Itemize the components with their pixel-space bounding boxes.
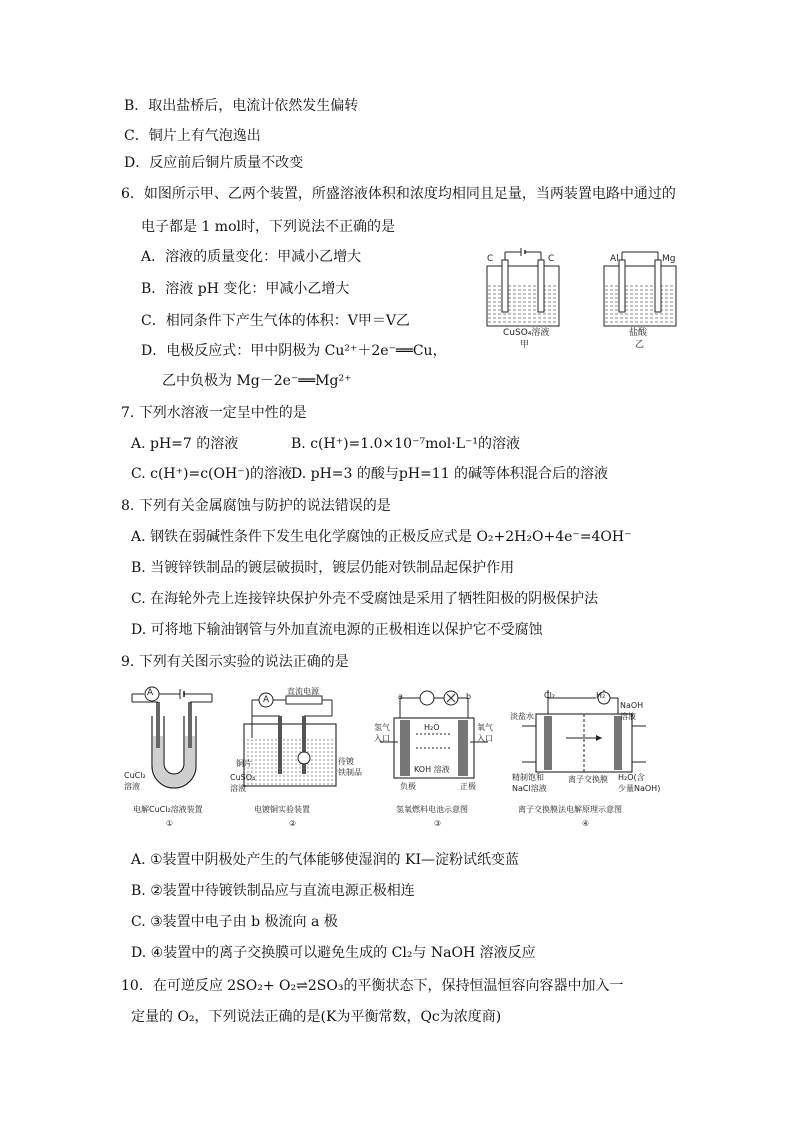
q9-option-c: C. ③装置中电子由 b 极流向 a 极 — [131, 914, 338, 930]
q9-fig3-a: a — [398, 692, 403, 701]
q9-fig3-o2-inlet: 氧气 入口 — [477, 723, 493, 743]
q10-stem-line1: 10．在可逆反应 2SO₂+ O₂⇌2SO₃的平衡状态下，保持恒温恒容向容器中加入一 — [121, 978, 624, 994]
q6-option-d-line1: D．电极反应式：甲中阴极为 Cu²⁺＋2e⁻══Cu， — [141, 343, 447, 359]
q9-fig2-power: 直流电源 — [287, 687, 319, 696]
q9-option-d: D. ④装置中的离子交换膜可以避免生成的 Cl₂与 NaOH 溶液反应 — [131, 945, 536, 961]
q9-fig4-number: ④ — [582, 819, 590, 828]
q9-fig4-naoh: NaOH 溶液 — [620, 701, 644, 721]
q8-option-d: D. 可将地下输油钢管与外加直流电源的正极相连以保护它不受腐蚀 — [131, 622, 543, 638]
q9-fig2-caption: 电镀铜实验装置 — [254, 805, 310, 814]
q9-fig4-membrane: 离子交换膜 — [568, 775, 608, 784]
q9-fig1-meter: A — [147, 688, 154, 698]
q8-option-a: A. 钢铁在弱碱性条件下发生电化学腐蚀的正极反应式是 O₂+2H₂O+4e⁻=4OH⁻ — [131, 529, 632, 545]
q7-option-d: D. pH=3 的酸与pH=11 的碱等体积混合后的溶液 — [291, 466, 609, 482]
q9-fig3-b: b — [466, 692, 472, 701]
q6-option-b: B．溶液 pH 变化：甲减小乙增大 — [141, 281, 350, 297]
q7-option-b: B. c(H⁺)=1.0×10⁻⁷mol·L⁻¹的溶液 — [291, 436, 521, 452]
q9-fig2-iron-item: 待镀 铁制品 — [338, 757, 362, 777]
q9-stem: 9. 下列有关图示实验的说法正确的是 — [121, 654, 349, 670]
q5-option-b: B．取出盐桥后，电流计依然发生偏转 — [124, 98, 359, 114]
q9-fig4-caption: 离子交换膜法电解原理示意图 — [518, 805, 622, 814]
q9-fig4-water-in: H₂O(含 少量NaOH) — [618, 773, 661, 793]
q9-fig3-positive: 正极 — [460, 782, 476, 791]
q9-fig3-number: ③ — [434, 819, 442, 828]
q6-yi-solution: 盐酸 — [629, 328, 648, 338]
q6-jia-left-electrode: C — [487, 254, 494, 264]
q6-yi-right-electrode: Mg — [662, 254, 676, 264]
q6-yi-name: 乙 — [635, 340, 645, 350]
q9-fig1-solution: CuCl₂ 溶液 — [124, 771, 146, 791]
q9-fig1-number: ① — [166, 819, 174, 828]
q6-jia-solution: CuSO₄溶液 — [503, 328, 550, 338]
q6-option-d-line2: 乙中负极为 Mg－2e⁻══Mg²⁺ — [162, 373, 352, 389]
q7-option-c: C. c(H⁺)=c(OH⁻)的溶液 — [131, 466, 293, 482]
q9-fig4-dilute-brine: 淡盐水 — [510, 712, 534, 721]
q9-option-a: A. ①装置中阴极处产生的气体能够使湿润的 KI—淀粉试纸变蓝 — [131, 852, 519, 868]
q10-stem-line2: 定量的 O₂，下列说法正确的是(K为平衡常数，Qc为浓度商) — [131, 1009, 502, 1025]
q6-yi-left-electrode: Al — [610, 254, 619, 264]
q9-fig3-caption: 氢氧燃料电池示意图 — [396, 805, 468, 814]
q5-option-c: C．铜片上有气泡逸出 — [124, 128, 261, 144]
q9-fig2-number: ② — [289, 819, 297, 828]
q9-fig2-solution: CuSO₄ 溶液 — [230, 773, 256, 793]
q6-stem-line1: 6．如图所示甲、乙两个装置，所盛溶液体积和浓度均相同且足量，当两装置电路中通过的 — [121, 186, 676, 202]
q9-fig3-h2-inlet: 氢气 入口 — [374, 723, 390, 743]
q6-stem-line2: 电子都是 1 mol时，下列说法不正确的是 — [141, 219, 395, 235]
q6-jia-right-electrode: C — [548, 254, 555, 264]
q6-option-c: C．相同条件下产生气体的体积：V甲＝V乙 — [141, 313, 410, 329]
q8-option-c: C. 在海轮外壳上连接锌块保护外壳不受腐蚀是采用了牺牲阳极的阴极保护法 — [131, 591, 599, 607]
q5-option-d: D．反应前后铜片质量不改变 — [124, 155, 304, 171]
q9-fig3-water: H₂O — [424, 723, 440, 732]
q9-fig4-cl2: Cl₂ — [544, 691, 556, 700]
q7-stem: 7. 下列水溶液一定呈中性的是 — [121, 405, 307, 421]
q9-fig3-negative: 负极 — [400, 782, 416, 791]
q6-jia-name: 甲 — [520, 340, 530, 350]
q6-option-a: A．溶液的质量变化：甲减小乙增大 — [141, 249, 362, 265]
q9-fig1-caption: 电解CuCl₂溶液装置 — [133, 805, 203, 814]
q9-fig4-h2: H₂ — [596, 691, 606, 700]
q9-option-b: B. ②装置中待镀铁制品应与直流电源正极相连 — [131, 883, 415, 899]
q9-fig2-meter: A — [263, 695, 270, 705]
q8-option-b: B. 当镀锌铁制品的镀层破损时，镀层仍能对铁制品起保护作用 — [131, 560, 515, 576]
q9-fig3-electrolyte: KOH 溶液 — [414, 765, 450, 774]
q9-fig2-copper: 铜片 — [236, 759, 252, 768]
q7-option-a: A. pH=7 的溶液 — [131, 436, 239, 452]
q9-fig4-brine: 精制饱和 NaCl溶液 — [512, 773, 547, 793]
q8-stem: 8. 下列有关金属腐蚀与防护的说法错误的是 — [121, 498, 391, 514]
